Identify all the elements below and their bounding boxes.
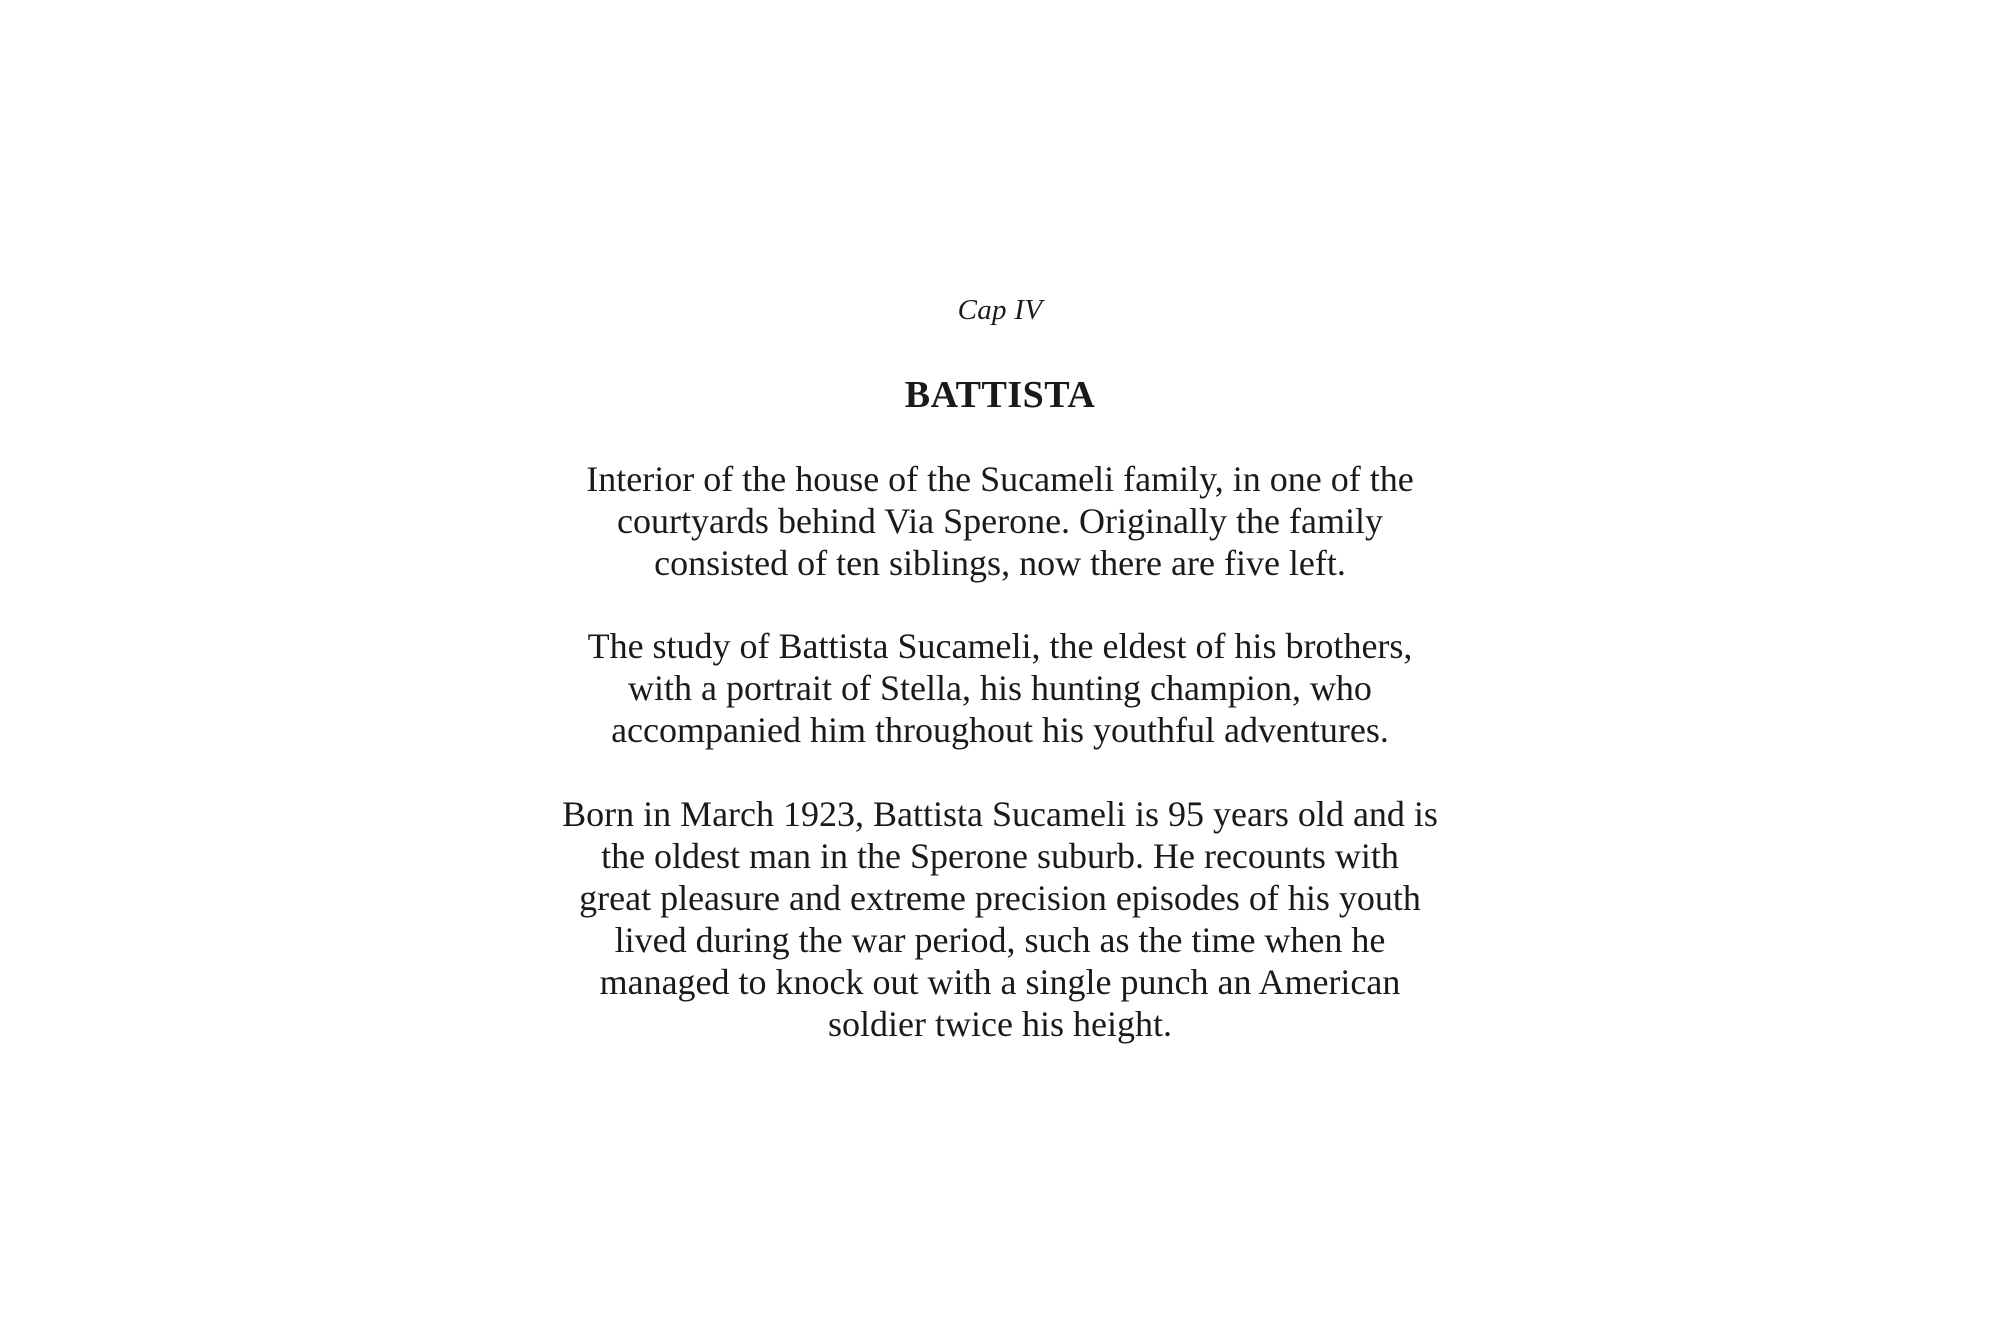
- paragraph-line: managed to knock out with a single punch an American: [599, 962, 1401, 1002]
- paragraph-line: Born in March 1923, Battista Sucameli is 95 years old and is: [562, 794, 1438, 834]
- paragraph-line: the oldest man in the Sperone suburb. He recounts with: [601, 836, 1399, 876]
- chapter-label: Cap IV: [957, 294, 1043, 326]
- paragraph-line: accompanied him throughout his youthful adventures.: [611, 710, 1389, 750]
- paragraph-biography: [500, 793, 1500, 1045]
- paragraph-line: courtyards behind Via Sperone. Originally the family: [617, 501, 1383, 541]
- chapter-title: BATTISTA: [904, 374, 1096, 416]
- paragraph-line: The study of Battista Sucameli, the eldest of his brothers,: [587, 626, 1413, 666]
- paragraph-line: soldier twice his height.: [828, 1004, 1172, 1044]
- paragraph-study: [500, 625, 1500, 751]
- paragraph-line: consisted of ten siblings, now there are five left.: [654, 543, 1346, 583]
- paragraph-line: great pleasure and extreme precision episodes of his youth: [579, 878, 1421, 918]
- paragraph-line: lived during the war period, such as the time when he: [614, 920, 1386, 960]
- paragraph-interior: [500, 458, 1500, 584]
- paragraph-line: with a portrait of Stella, his hunting champion, who: [628, 668, 1372, 708]
- paragraph-line: Interior of the house of the Sucameli family, in one of the: [586, 459, 1414, 499]
